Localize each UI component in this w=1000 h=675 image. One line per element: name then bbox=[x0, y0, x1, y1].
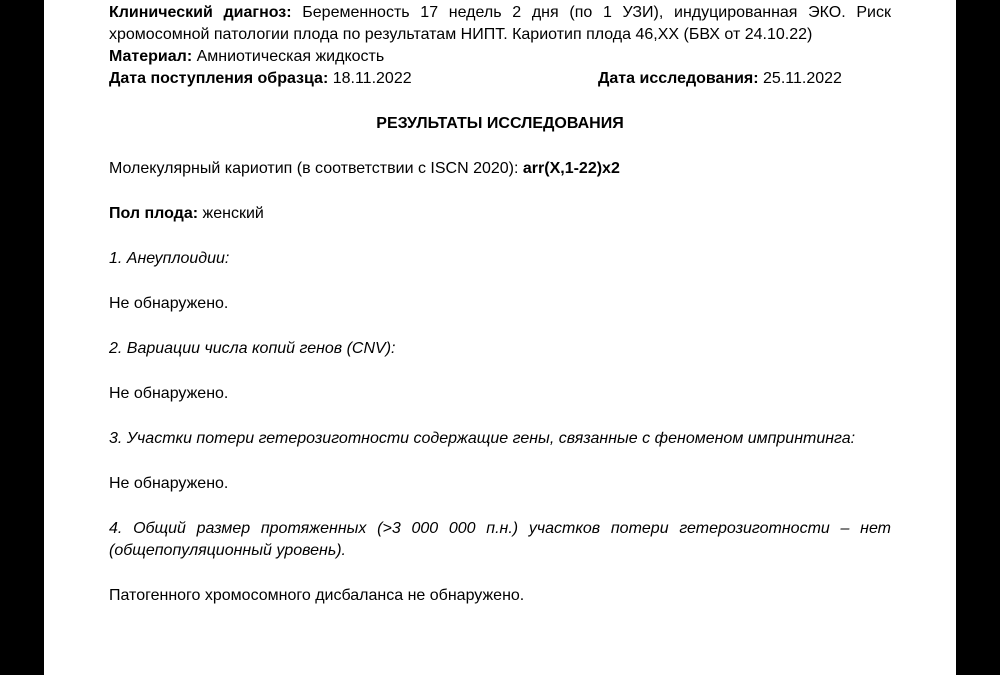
dates-line bbox=[109, 68, 891, 90]
section-4-text: 4. Общий размер протяженных (>3 000 000 п.н.) участков потери гетерозиготности – нет (общепопуляционный уровень). bbox=[109, 520, 891, 559]
received-date bbox=[109, 68, 412, 90]
patient-header bbox=[109, 2, 891, 90]
karyotype-value: arr(X,1-22)x2 bbox=[522, 160, 620, 177]
section-1-result: Не обнаружено. bbox=[109, 295, 229, 312]
section-1-title: 1. Анеуплоидии: bbox=[109, 250, 230, 267]
document-content bbox=[109, 0, 891, 607]
sex-label: Пол плода: bbox=[109, 205, 199, 222]
material-value: Амниотическая жидкость bbox=[196, 48, 385, 65]
clinical-diagnosis bbox=[109, 2, 891, 46]
received-label: Дата поступления образца: bbox=[109, 70, 329, 87]
study-date bbox=[598, 68, 891, 90]
study-label: Дата исследования: bbox=[598, 70, 759, 87]
conclusion: Патогенного хромосомного дисбаланса не обнаружено. bbox=[109, 587, 525, 604]
diagnosis-label: Клинический диагноз: bbox=[109, 4, 292, 21]
document-page bbox=[44, 0, 956, 675]
fetal-sex-line bbox=[109, 203, 891, 225]
material-label: Материал: bbox=[109, 48, 193, 65]
study-value: 25.11.2022 bbox=[763, 70, 842, 87]
diagnosis-text: Беременность 17 недель 2 дня (по 1 УЗИ), индуцированная ЭКО. Риск хромосомной патологии плода по результатам НИПТ. Кариотип плода 46,XX (БВХ от 24.10.22) bbox=[109, 4, 891, 43]
section-2-result: Не обнаружено. bbox=[109, 385, 229, 402]
karyotype-line bbox=[109, 158, 891, 180]
section-3-result: Не обнаружено. bbox=[109, 475, 229, 492]
karyotype-label: Молекулярный кариотип (в соответствии с ISCN 2020): bbox=[109, 160, 519, 177]
sex-value: женский bbox=[202, 205, 264, 222]
section-3-title: 3. Участки потери гетерозиготности содержащие гены, связанные с феноменом импринтинга: bbox=[109, 430, 856, 447]
received-value: 18.11.2022 bbox=[332, 70, 412, 87]
section-2-title: 2. Вариации числа копий генов (CNV): bbox=[109, 340, 396, 357]
material-line bbox=[109, 46, 891, 68]
results-title: РЕЗУЛЬТАТЫ ИССЛЕДОВАНИЯ bbox=[376, 115, 624, 132]
